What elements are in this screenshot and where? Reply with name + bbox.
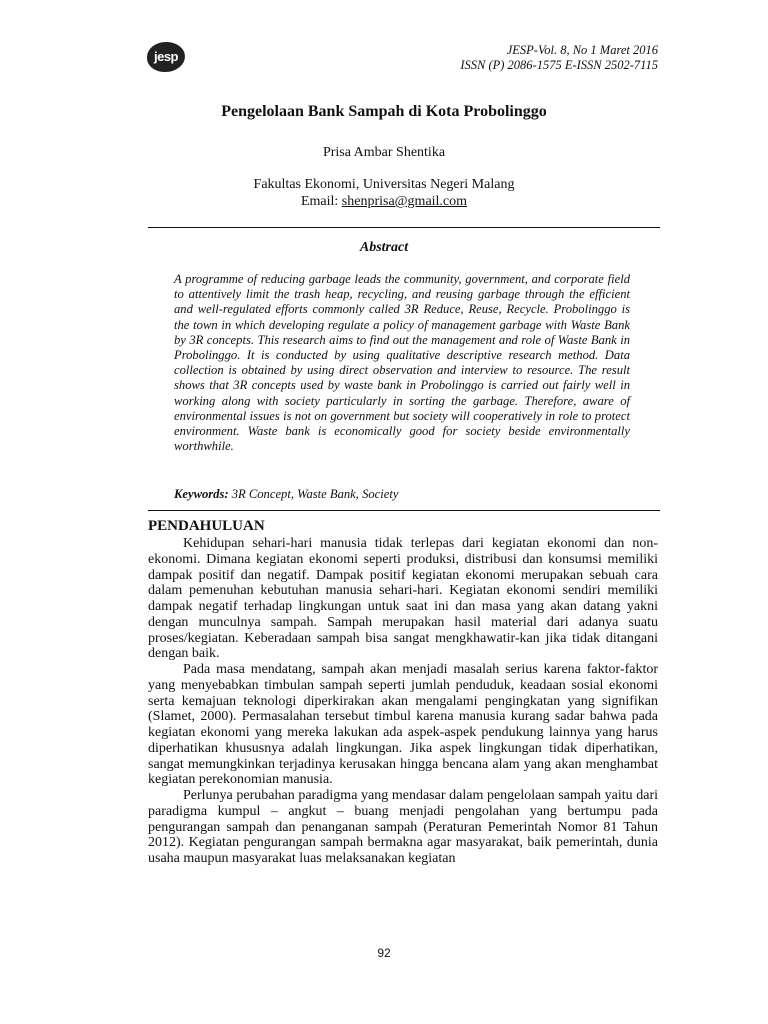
journal-volume: JESP-Vol. 8, No 1 Maret 2016 <box>506 43 658 57</box>
journal-info <box>460 43 658 73</box>
keywords-label: Keywords: <box>174 487 229 501</box>
top-divider <box>148 227 660 228</box>
page-number: 92 <box>377 946 391 960</box>
abstract-divider <box>148 510 660 511</box>
email-line <box>0 193 768 210</box>
affiliation: Fakultas Ekonomi, Universitas Negeri Malang <box>253 177 515 192</box>
section-body <box>148 536 658 867</box>
paper-title: Pengelolaan Bank Sampah di Kota Probolinggo <box>221 103 547 120</box>
abstract-text: A programme of reducing garbage leads the community, government, and corporate field to attentively limit the trash heap, recycling, and reusing garbage through the efficient and well-regulated efforts commonly called 3R Reduce, Reuse, Recycle. Probolinggo is the town in which developing regulate a policy of management garbage with Waste Bank by 3R concepts. This research aims to find out the management and role of Waste Bank in Probolinggo. It is conducted by using qualitative descriptive research method. Data collection is obtained by using direct observation and interview to resource. The result shows that 3R concepts used by waste bank in Probolinggo is carried out fairly well in working along with society particularly in sorting the garbage. Therefore, aware of environmental issues is not on government but society will cooperatively in role to protect environment. Waste bank is economically good for society beside environmentally worthwhile. <box>174 272 630 454</box>
journal-logo: jesp <box>147 42 185 72</box>
paragraph: Pada masa mendatang, sampah akan menjadi masalah serius karena faktor-faktor yang menyebabkan timbulan sampah seperti jumlah penduduk, keadaan sosial ekonomi serta kemajuan teknologi diperkirakan akan mengalami pengingkatan yang signifikan (Slamet, 2000). Permasalahan tersebut timbul karena manusia kurang sadar bahwa pada kegiatan ekonomi yang mereka lakukan ada aspek-aspek pendukung lainnya yang harus diperhatikan khususnya adalah lingkungan. Jika aspek lingkungan tidak diperhatikan, sangat memungkinkan terjadinya kerusakan hingga bencana alam yang akan menghambat kegiatan perekonomian manusia. <box>148 662 658 788</box>
section-heading: PENDAHULUAN <box>148 518 265 534</box>
email-label: Email: <box>300 194 342 209</box>
paragraph: Kehidupan sehari-hari manusia tidak terlepas dari kegiatan ekonomi dan non-ekonomi. Dimana kegiatan ekonomi seperti produksi, distribusi dan konsumsi memiliki dampak positif dan negatif. Dampak positif kegiatan ekonomi merupakan sebuah cara dalam pemenuhan kebutuhan manusia sehari-hari. Kegiatan ekonomi sendiri memiliki dampak negatif terhadap lingkungan untuk saat ini dan masa yang akan datang yakni dengan munculnya sampah. Sampah merupakan hasil material dari adanya suatu proses/kegiatan. Keberadaan sampah bisa sangat mengkhawatir-kan jika tidak ditangani dengan baik. <box>148 536 658 662</box>
keywords-list: 3R Concept, Waste Bank, Society <box>228 487 399 501</box>
email-link[interactable]: shenprisa@gmail.com <box>341 194 468 209</box>
journal-issn: ISSN (P) 2086-1575 E-ISSN 2502-7115 <box>460 58 658 72</box>
paragraph: Perlunya perubahan paradigma yang mendasar dalam pengelolaan sampah yaitu dari paradigma kumpul – angkut – buang menjadi pengolahan yang bertumpu pada pengurangan sampah dan penanganan sampah (Peraturan Pemerintah Nomor 81 Tahun 2012). Kegiatan pengurangan sampah bermakna agar masyarakat, baik pemerintah, dunia usaha maupun masyarakat luas melaksanakan kegiatan <box>148 788 658 866</box>
author-name: Prisa Ambar Shentika <box>322 145 446 160</box>
abstract-heading: Abstract <box>359 240 409 255</box>
keywords <box>174 487 398 502</box>
author-affiliation-block <box>0 176 768 210</box>
